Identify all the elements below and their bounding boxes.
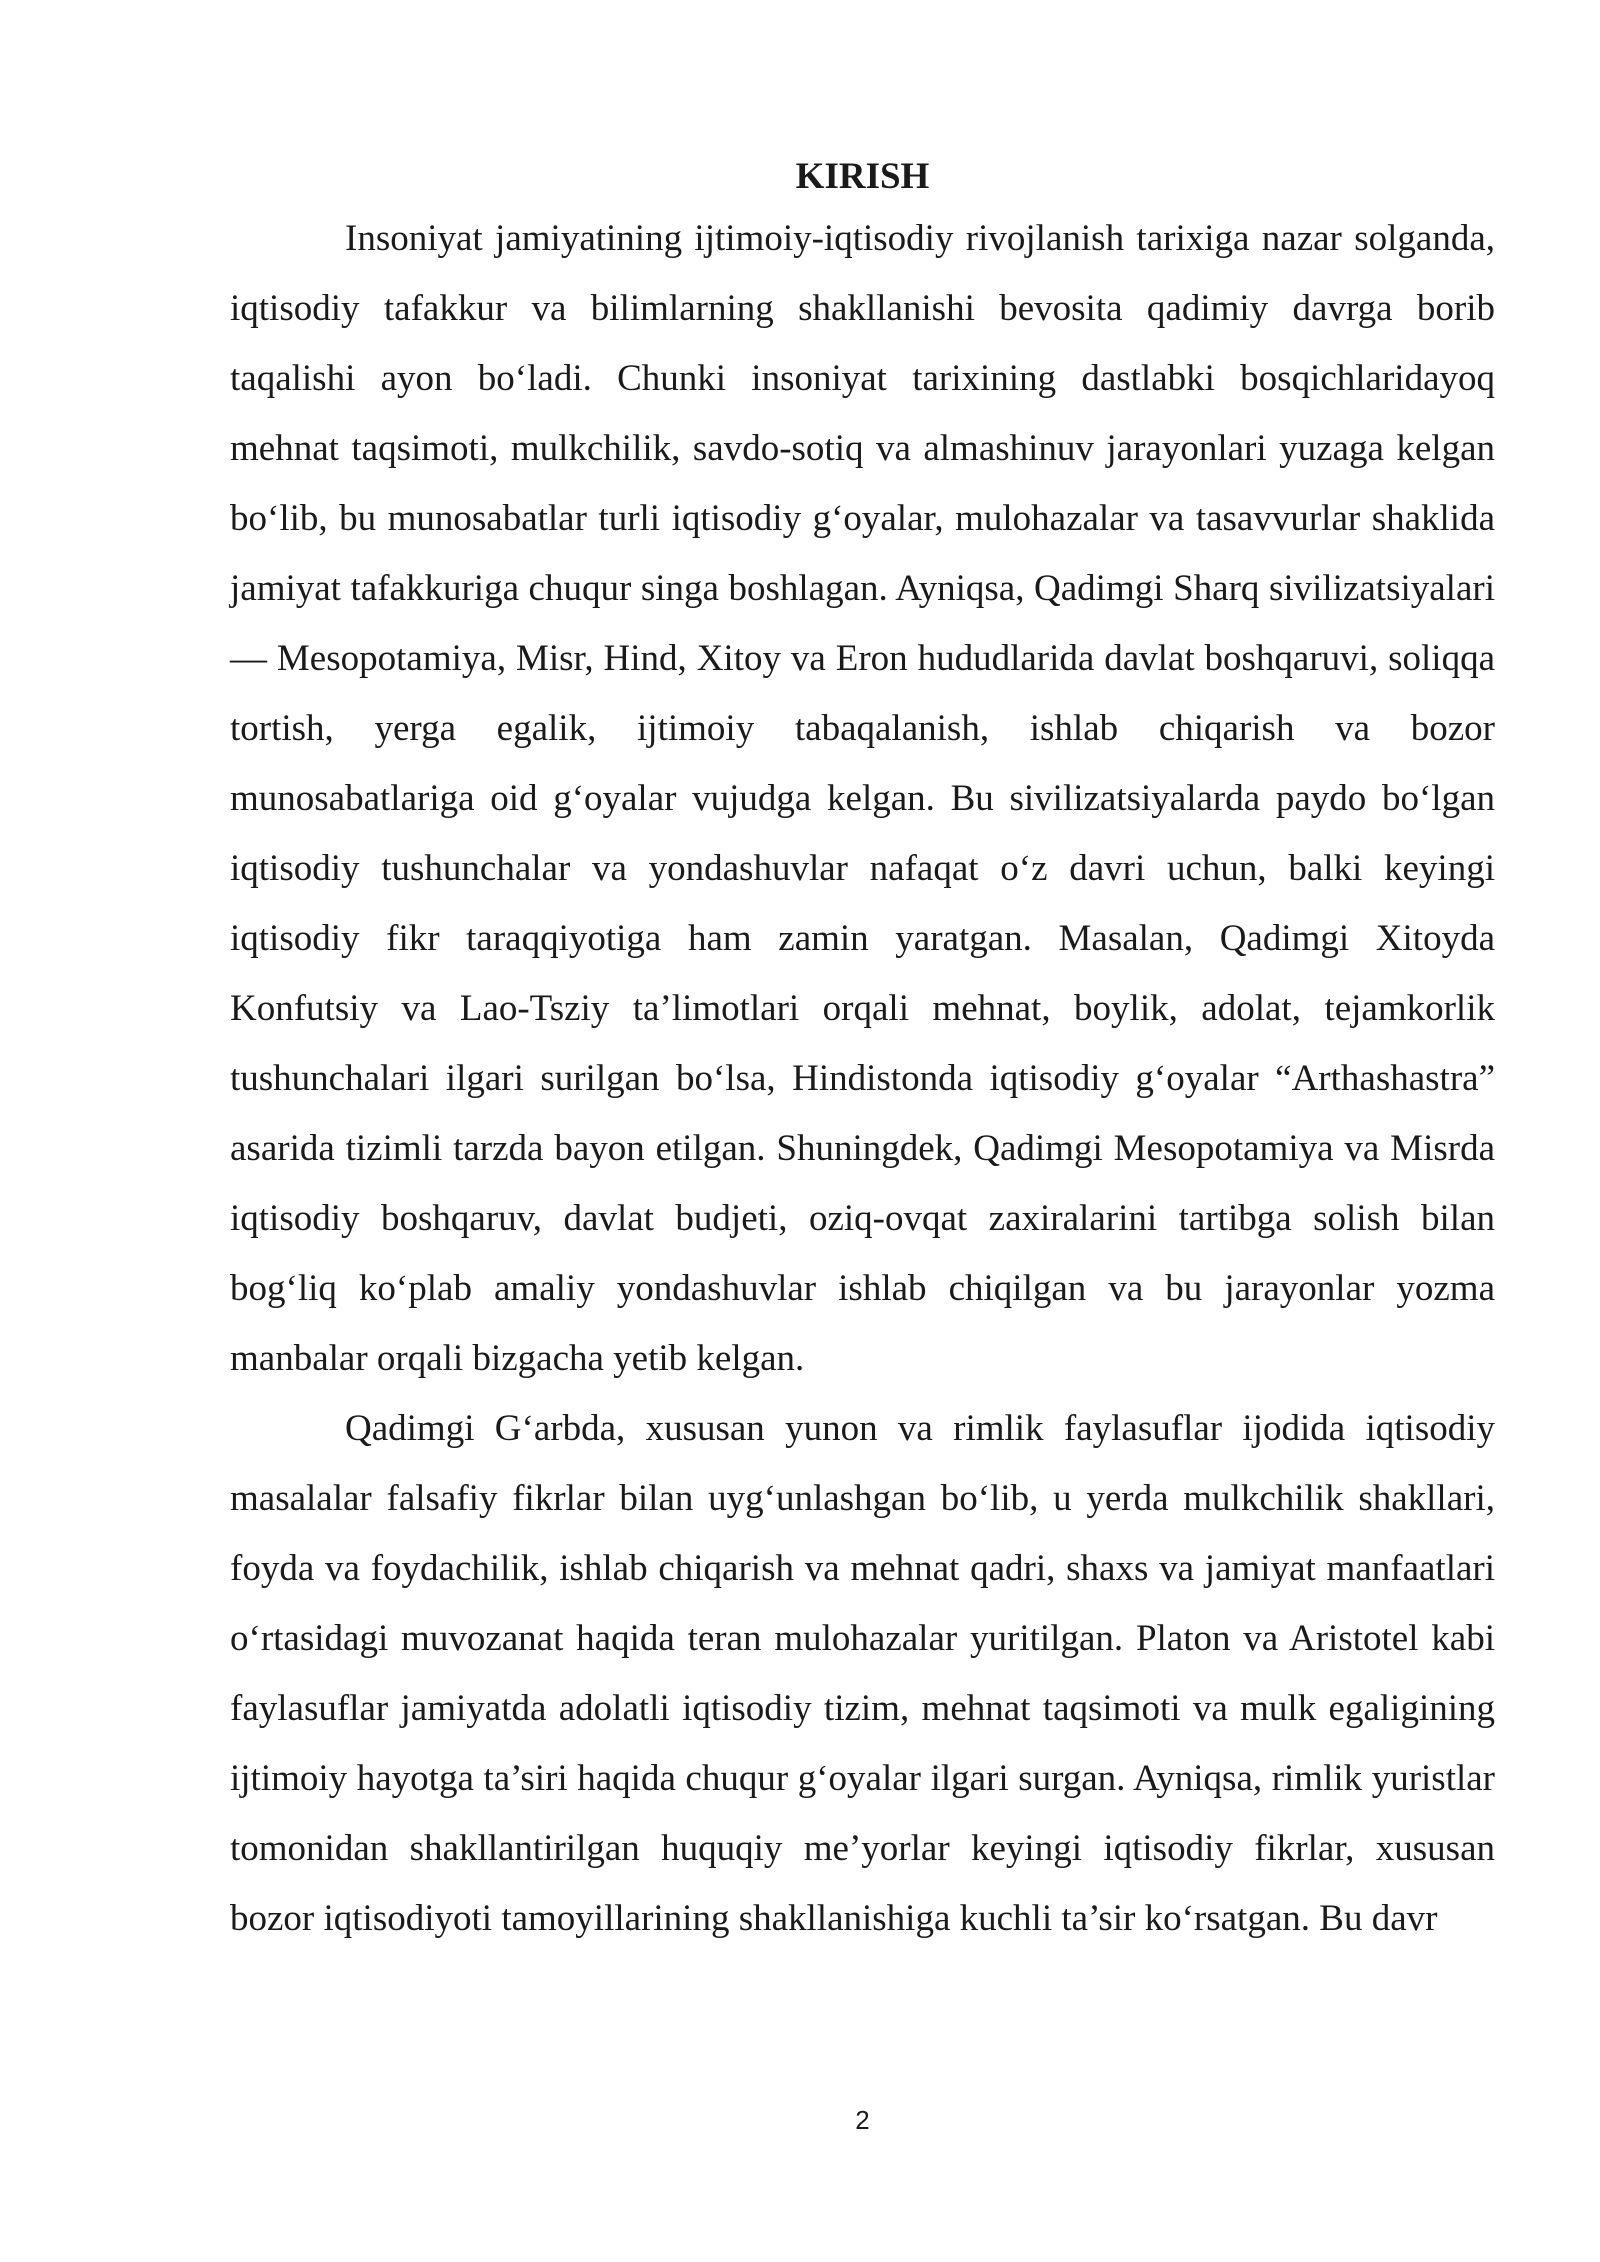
paragraph-1: Insoniyat jamiyatining ijtimoiy-iqtisodiy rivojlanish tarixiga nazar solganda, iqtisodiy tafakkur va bilimlarning shakllanishi bevosita qadimiy davrga borib taqalishi ayon bo‘ladi. Chunki insoniyat tarixining dastlabki bosqichlaridayoq mehnat taqsimoti, mulkchilik, savdo-sotiq va almashinuv jarayonlari yuzaga kelgan bo‘lib, bu munosabatlar turli iqtisodiy g‘oyalar, mulohazalar va tasavvurlar shaklida jamiyat tafakkuriga chuqur singa boshlagan. Ayniqsa, Qadimgi Sharq sivilizatsiyalari — Mesopotamiya, Misr, Hind, Xitoy va Eron hududlarida davlat boshqaruvi, soliqqa tortish, yerga egalik, ijtimoiy tabaqalanish, ishlab chiqarish va bozor munosabatlariga oid g‘oyalar vujudga kelgan. Bu sivilizatsiyalarda paydo bo‘lgan iqtisodiy tushunchalar va yondashuvlar nafaqat o‘z davri uchun, balki keyingi iqtisodiy fikr taraqqiyotiga ham zamin yaratgan. Masalan, Qadimgi Xitoyda Konfutsiy va Lao-Tsziy ta’limotlari orqali mehnat, boylik, adolat, tejamkorlik tushunchalari ilgari surilgan bo‘lsa, Hindistonda iqtisodiy g‘oyalar “Arthashastra” asarida tizimli tarzda bayon etilgan. Shuningdek, Qadimgi Mesopotamiya va Misrda iqtisodiy boshqaruv, davlat budjeti, oziq-ovqat zaxiralarini tartibga solish bilan bog‘liq ko‘plab amaliy yondashuvlar ishlab chiqilgan va bu jarayonlar yozma manbalar orqali bizgacha yetib kelgan. [230,218,1495,1379]
page-content [230,150,1495,1954]
paragraph-2: Qadimgi G‘arbda, xususan yunon va rimlik faylasuflar ijodida iqtisodiy masalalar falsafiy fikrlar bilan uyg‘unlashgan bo‘lib, u yerda mulkchilik shakllari, foyda va foydachilik, ishlab chiqarish va mehnat qadri, shaxs va jamiyat manfaatlari o‘rtasidagi muvozanat haqida teran mulohazalar yuritilgan. Platon va Aristotel kabi faylasuflar jamiyatda adolatli iqtisodiy tizim, mehnat taqsimoti va mulk egaligining ijtimoiy hayotga ta’siri haqida chuqur g‘oyalar ilgari surgan. Ayniqsa, rimlik yuristlar tomonidan shakllantirilgan huquqiy me’yorlar keyingi iqtisodiy fikrlar, xususan bozor iqtisodiyoti tamoyillarining shakllanishiga kuchli ta’sir ko‘rsatgan. Bu davr [230,1408,1495,1939]
section-title: KIRISH [795,156,930,197]
page-number: 2 [855,2105,870,2135]
